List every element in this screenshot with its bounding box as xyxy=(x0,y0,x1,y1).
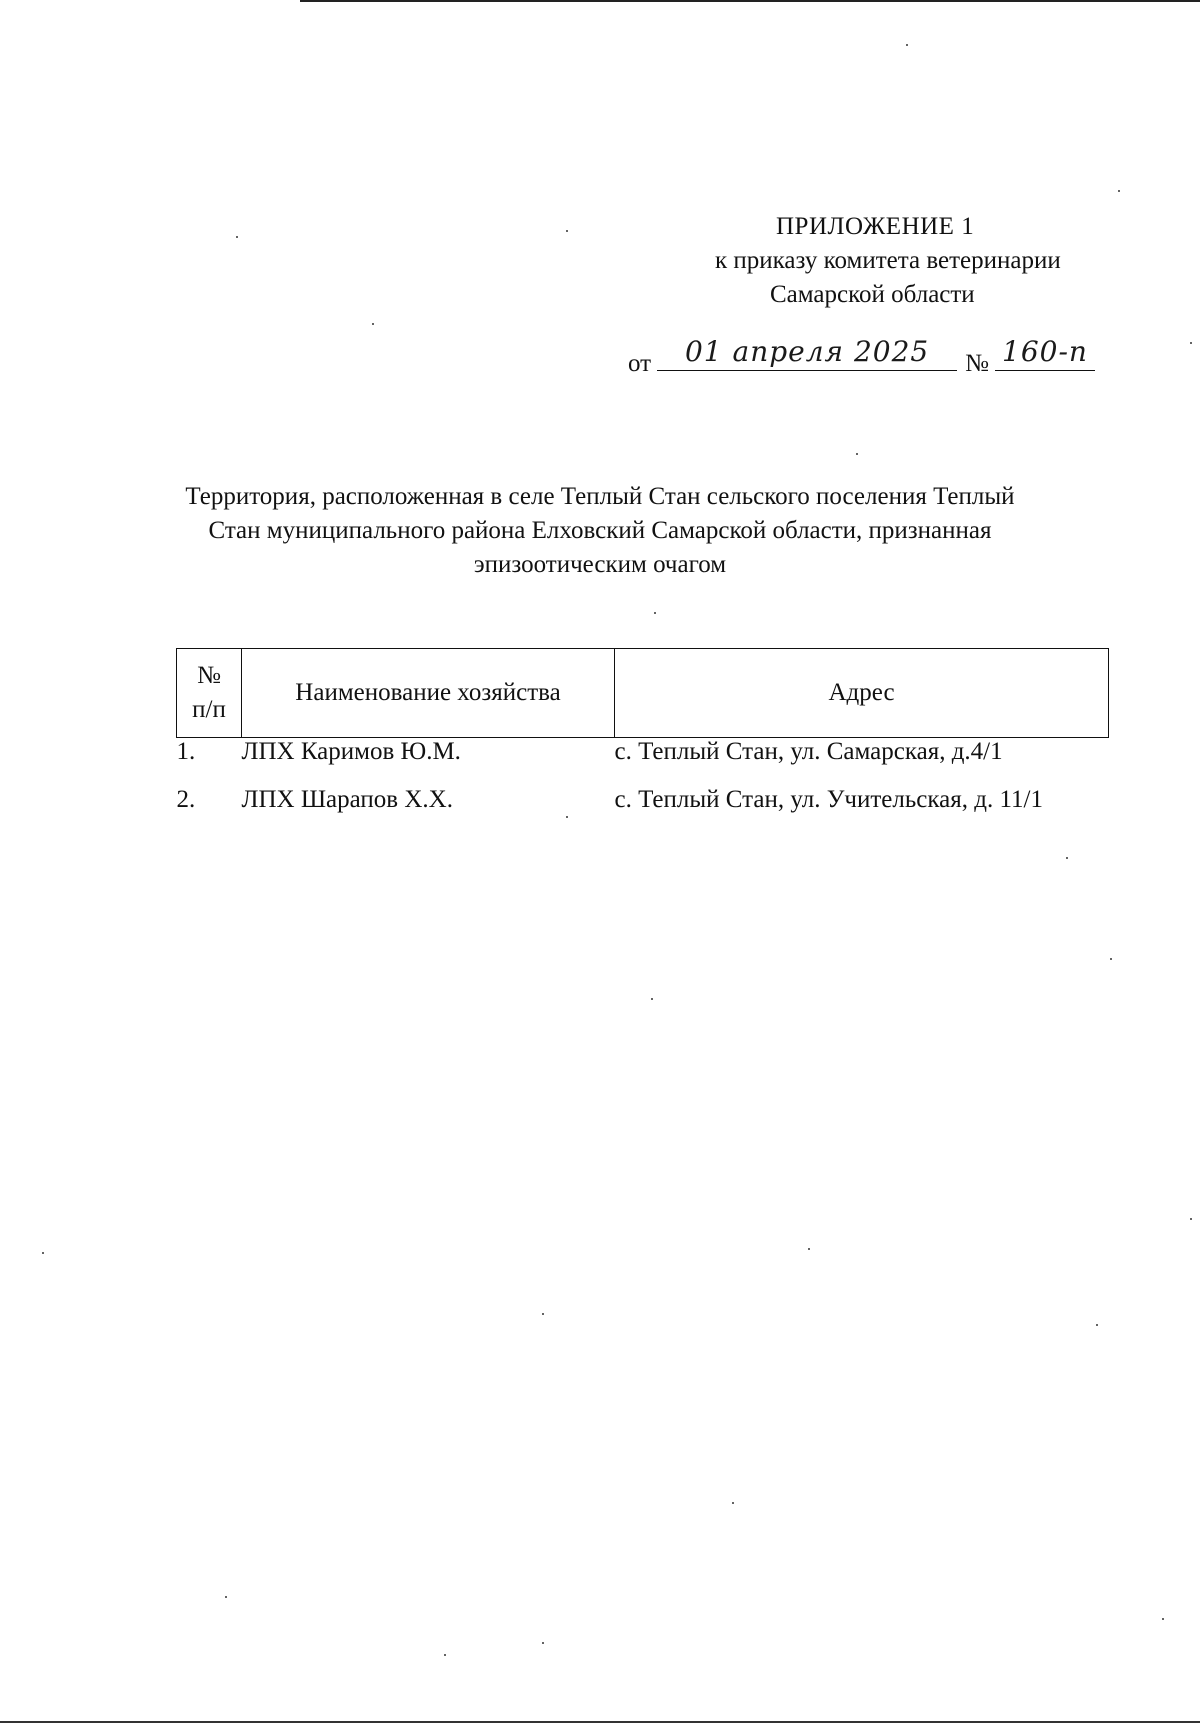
scan-speck xyxy=(542,1642,544,1644)
order-number-field xyxy=(995,335,1095,371)
order-date-field xyxy=(657,335,957,371)
scan-speck xyxy=(372,323,374,325)
row-address: с. Теплый Стан, ул. Самарская, д.4/1 xyxy=(614,738,1003,765)
row-holding-name: ЛПХ Шарапов Х.Х. xyxy=(241,786,453,813)
row-holding-name: ЛПХ Каримов Ю.М. xyxy=(241,738,461,765)
scan-speck xyxy=(42,1252,44,1254)
scan-speck xyxy=(732,1502,734,1504)
scan-speck xyxy=(1110,958,1112,960)
row-number: 2. xyxy=(176,786,196,813)
scan-speck xyxy=(236,236,238,238)
order-number-handwritten: 160-п xyxy=(1002,335,1088,368)
header-number xyxy=(177,649,242,738)
table-header-row xyxy=(177,649,1109,738)
order-date-handwritten: 01 апреля 2025 xyxy=(684,335,930,368)
header-holding-name: Наименование хозяйства xyxy=(242,649,615,738)
appendix-order-reference: к приказу комитета ветеринарии xyxy=(715,247,1061,274)
scan-speck xyxy=(651,998,653,1000)
document-title xyxy=(150,480,1050,582)
header-number-symbol: № xyxy=(197,662,221,689)
document-title-line: Территория, расположенная в селе Теплый Стан сельского поселения Теплый xyxy=(185,483,1015,510)
scan-speck xyxy=(542,1313,544,1315)
scan-speck xyxy=(225,1596,227,1598)
table-row xyxy=(177,738,1109,787)
header-number-abbr: п/п xyxy=(192,696,226,723)
appendix-region: Самарской области xyxy=(770,281,975,308)
scan-speck xyxy=(1118,190,1120,192)
scan-speck xyxy=(808,1248,810,1250)
scan-speck xyxy=(566,230,568,232)
scan-speck xyxy=(1162,1618,1164,1620)
order-date-number-line xyxy=(628,335,1095,378)
scan-speck xyxy=(1190,342,1192,344)
holdings-table xyxy=(176,648,1109,834)
scan-speck xyxy=(1066,857,1068,859)
scan-edge-top xyxy=(300,0,1200,2)
table-row xyxy=(177,786,1109,834)
scan-speck xyxy=(1096,1324,1098,1326)
scan-edge-bottom xyxy=(0,1721,1200,1723)
scan-speck xyxy=(856,453,858,455)
scan-speck xyxy=(1190,1218,1192,1220)
appendix-title: ПРИЛОЖЕНИЕ 1 xyxy=(776,213,975,240)
scan-speck xyxy=(444,1654,446,1656)
document-title-line: эпизоотическим очагом xyxy=(473,551,727,578)
order-number-label: № xyxy=(965,350,989,377)
header-address: Адрес xyxy=(615,649,1109,738)
row-number: 1. xyxy=(176,738,196,765)
order-from-label: от xyxy=(628,350,652,377)
document-title-line: Стан муниципального района Елховский Самарской области, признанная xyxy=(208,517,992,544)
scan-speck xyxy=(654,612,656,614)
scan-speck xyxy=(906,44,908,46)
row-address: с. Теплый Стан, ул. Учительская, д. 11/1 xyxy=(614,786,1043,813)
